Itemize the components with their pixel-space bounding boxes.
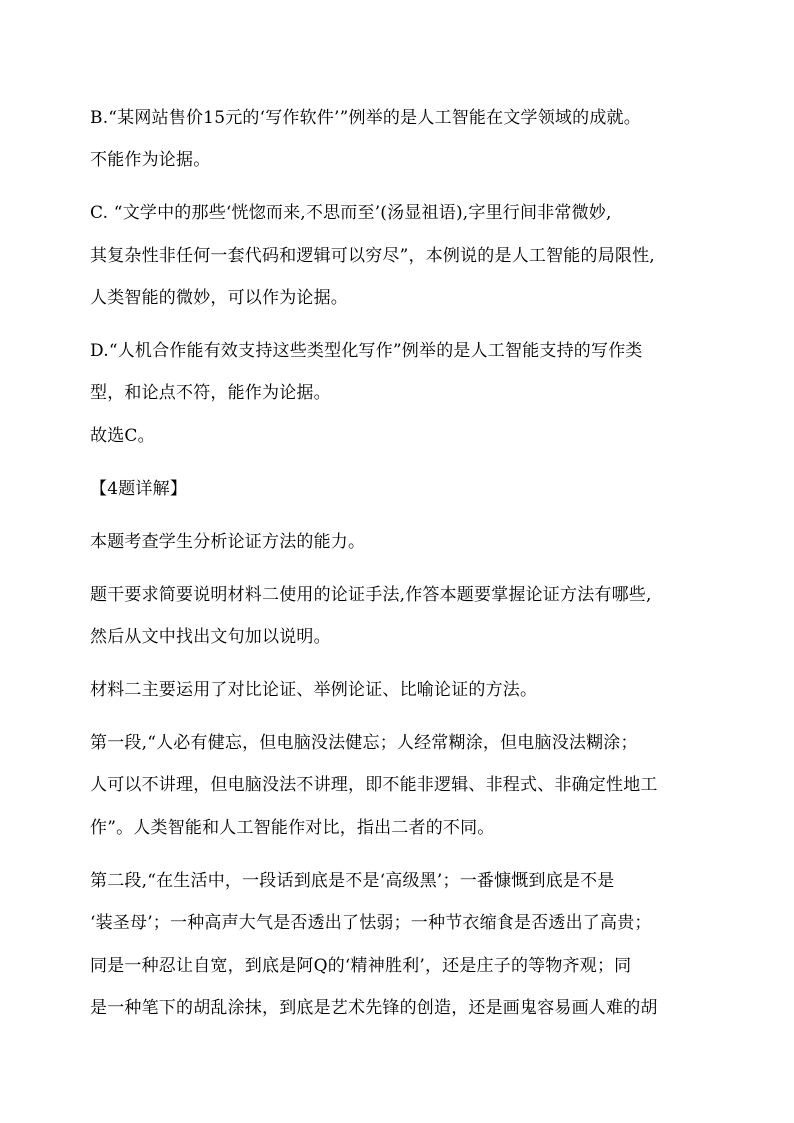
text-line-para1: 第一段,“人必有健忘，但电脑没法健忘；人经常糊涂，但电脑没法糊涂；	[90, 733, 638, 753]
text-line-option-c: C. “文学中的那些‘恍惚而来,不思而至’(汤显祖语),字里行间非常微妙,	[90, 203, 612, 223]
text-line-para1-end: 作”。人类智能和人工智能作对比，指出二者的不同。	[90, 818, 495, 838]
text-line-para1-cont: 人可以不讲理，但电脑没法不讲理，即不能非逻辑、非程式、非确定性地工	[90, 775, 658, 795]
text-line-option-d: D.“人机合作能有效支持这些类型化写作”例举的是人工智能支持的写作类	[90, 341, 643, 361]
text-line-para2-cont3: 是一种笔下的胡乱涂抹，到底是艺术先锋的创造，还是画鬼容易画人难的胡	[90, 998, 658, 1018]
text-line-para2: 第二段,“在生活中，一段话到底是不是‘高级黑’；一番慷慨到底是不是	[90, 871, 615, 891]
text-line-option-c-cont: 其复杂性非任何一套代码和逻辑可以穷尽”，本例说的是人工智能的局限性,	[90, 246, 655, 266]
text-line-option-d-conclusion: 型，和论点不符，能作为论据。	[90, 383, 331, 403]
text-line-option-c-conclusion: 人类智能的微妙，可以作为论据。	[90, 288, 348, 308]
text-line-q4-intro: 本题考查学生分析论证方法的能力。	[90, 532, 366, 552]
text-line-para2-cont1: ‘装圣母’；一种高声大气是否透出了怯弱；一种节衣缩食是否透出了高贵；	[90, 913, 652, 933]
text-line-q4-requirement: 题干要求简要说明材料二使用的论证手法,作答本题要掌握论证方法有哪些,	[90, 585, 652, 605]
text-line-option-b: B.“某网站售价15元的‘写作软件’”例举的是人工智能在文学领域的成就。	[90, 108, 641, 128]
text-line-answer: 故选C。	[90, 426, 155, 446]
text-line-para2-cont2: 同是一种忍让自宽，到底是阿Q的‘精神胜利’，还是庄子的等物齐观；同	[90, 956, 632, 976]
text-line-q4-requirement-cont: 然后从文中找出文句加以说明。	[90, 627, 331, 647]
text-line-methods: 材料二主要运用了对比论证、举例论证、比喻论证的方法。	[90, 680, 538, 700]
text-line-option-b-conclusion: 不能作为论据。	[90, 150, 211, 170]
section-heading-q4: 【4题详解】	[90, 479, 188, 499]
